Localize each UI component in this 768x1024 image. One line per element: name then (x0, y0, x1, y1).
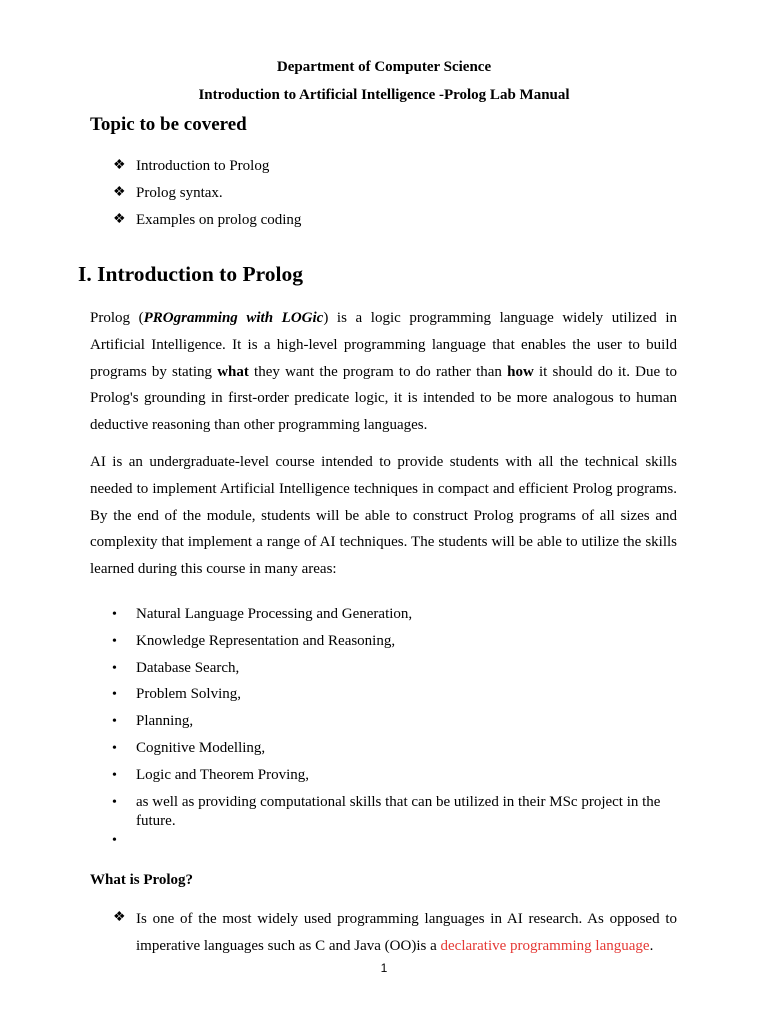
list-item: • Natural Language Processing and Generation, (112, 606, 413, 622)
diamond-bullet-icon: ❖ (113, 158, 126, 173)
list-item: • as well as providing computational skills that can be utilized in their MSc project in the future. (112, 793, 661, 829)
bullet-icon: • (112, 740, 117, 756)
topics-heading: Topic to be covered (90, 114, 247, 135)
course-paragraph: AI is an undergraduate-level course intended to provide students with all the technical skills needed to implement Artificial Intelligence techniques in compact and efficient Prolog programs. By the end of the module, students will be able to construct Prolog programs of all sizes and complexity that implement a range of AI techniques. The students will be able to utilize the skills learned during this course in many areas: (90, 454, 677, 578)
page-number: 1 (380, 961, 388, 975)
list-item: ❖ Is one of the most widely used programming languages in AI research. As opposed to imperative languages such as C and Java (OO)is a declarative programming language. (113, 910, 677, 954)
bullet-icon: • (112, 633, 117, 649)
diamond-bullet-icon: ❖ (113, 910, 126, 925)
topics-list (113, 155, 301, 236)
what-is-heading: What is Prolog? (90, 872, 194, 888)
bullet-icon: • (112, 794, 117, 810)
bullet-icon: • (112, 832, 117, 848)
intro-paragraph: Prolog (PROgramming with LOGic) is a logic programming language widely utilized in Artificial Intelligence. It is a high-level programming language that enables the user to build programs by stating what they want the program to do rather than how it should do it. Due to Prolog's grounding in first-order predicate logic, it is intended to be more analogous to human deductive reasoning than other programming languages. (90, 310, 678, 434)
department-title: Department of Computer Science (276, 59, 492, 75)
bullet-icon: • (112, 607, 117, 622)
bullet-icon: • (112, 687, 117, 703)
list-item: • Problem Solving, (112, 686, 242, 703)
list-item (110, 831, 680, 850)
list-item: ❖ Examples on prolog coding (113, 209, 301, 236)
bullet-icon: • (112, 714, 117, 730)
list-item: • Cognitive Modelling, (112, 739, 266, 756)
declarative-link: declarative programming language (440, 937, 650, 954)
diamond-bullet-icon: ❖ (113, 212, 126, 227)
diamond-bullet-icon: ❖ (113, 185, 126, 200)
list-item: • Knowledge Representation and Reasoning, (112, 632, 396, 649)
bullet-icon: • (112, 767, 117, 783)
course-title: Introduction to Artificial Intelligence -Prolog Lab Manual (198, 87, 570, 103)
list-item: • Database Search, (112, 659, 240, 676)
list-item: ❖ Introduction to Prolog (113, 155, 301, 182)
list-item: ❖ Prolog syntax. (113, 182, 301, 209)
bullet-icon: • (112, 660, 117, 676)
areas-list (110, 605, 680, 857)
section-heading: I. Introduction to Prolog (78, 262, 303, 286)
list-item: • Planning, (112, 713, 194, 730)
list-item: • Logic and Theorem Proving, (112, 766, 310, 783)
